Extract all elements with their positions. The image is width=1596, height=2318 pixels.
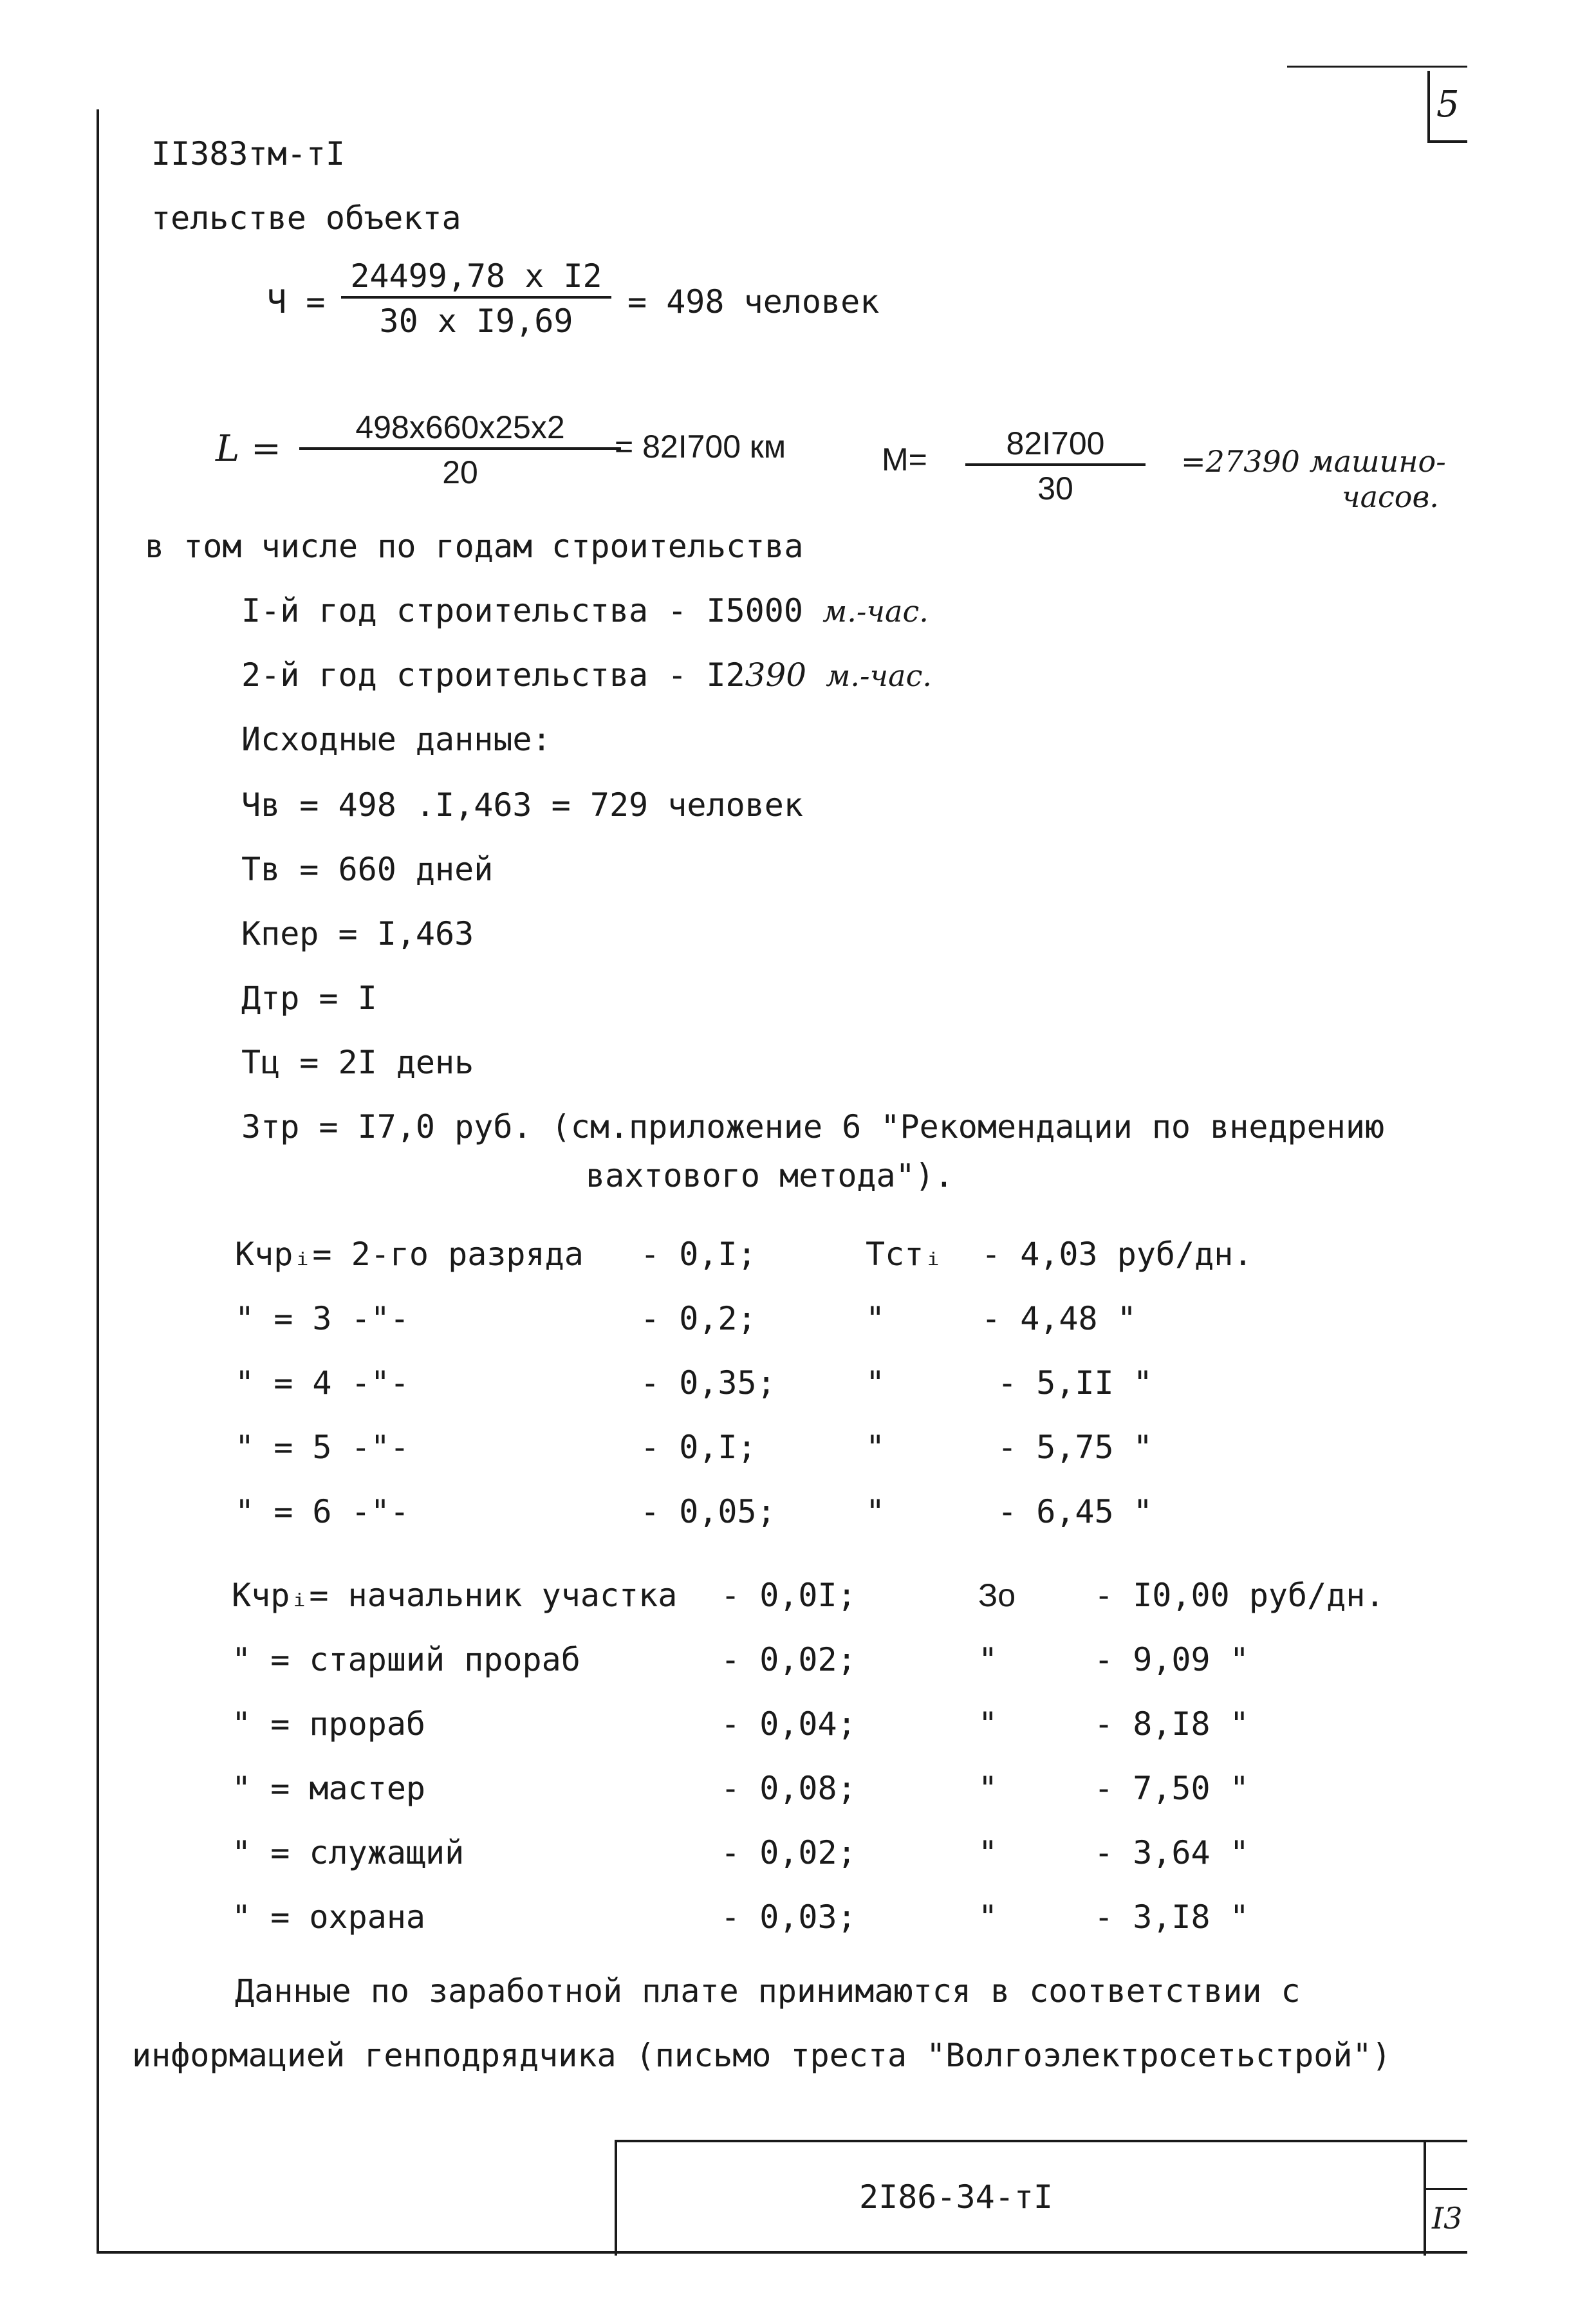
rate-label: Зо	[978, 1577, 1016, 1613]
closing-line-1: Данные по заработной плате принимаются в соответствии с	[235, 1972, 1301, 2010]
worker-category: " = 3 -"-	[235, 1300, 409, 1337]
rate-label: "	[978, 1641, 998, 1678]
formula-m-fraction	[965, 425, 1146, 507]
years-intro: в том числе по годам строительства	[145, 528, 804, 565]
rate-label: "	[866, 1493, 886, 1530]
rate-label: "	[978, 1834, 998, 1871]
title-block-sheet-rule	[1424, 2188, 1467, 2190]
staff-coefficient: - 0,0I;	[721, 1577, 857, 1614]
rate-value: - 4,03 руб/дн.	[981, 1236, 1253, 1273]
worker-coefficient: - 0,I;	[640, 1429, 757, 1466]
formula-m-bar	[965, 463, 1146, 466]
rate-label: "	[866, 1300, 886, 1337]
rate-value: - 9,09 "	[1094, 1641, 1249, 1678]
title-block-sheet-divider	[1424, 2140, 1426, 2256]
formula-l-denominator: 20	[442, 454, 478, 490]
intro-text: тельстве объекта	[151, 199, 461, 237]
staff-category: " = прораб	[232, 1705, 426, 1743]
document-number: 2I86-34-тI	[859, 2178, 1053, 2216]
year-1-text: I-й год строительства - I5000	[241, 592, 803, 629]
rate-label: "	[866, 1429, 886, 1466]
title-block-top	[615, 2140, 1467, 2142]
formula-l-rhs: = 82I700 км	[615, 429, 786, 465]
rate-label: "	[978, 1770, 998, 1807]
worker-coefficient: - 0,35;	[640, 1364, 776, 1402]
rate-value: - 7,50 "	[1094, 1770, 1249, 1807]
formula-m-numerator: 82I700	[1006, 425, 1105, 461]
formula-m-rhs-cont: часов.	[1342, 479, 1439, 514]
page-mark-box-left	[1427, 71, 1430, 142]
formula-m-lhs: М=	[882, 441, 927, 478]
rate-value: - 5,II "	[998, 1364, 1153, 1402]
rate-value: - 4,48 "	[981, 1300, 1137, 1337]
formula-l-numerator: 498х660х25х2	[355, 409, 565, 445]
formula-l-lhs: L =	[216, 428, 281, 470]
staff-category: " = старший прораб	[232, 1641, 580, 1678]
rate-value: - 5,75 "	[998, 1429, 1153, 1466]
formula-ch-lhs: Ч =	[267, 283, 326, 320]
worker-coefficient: - 0,05;	[640, 1493, 776, 1530]
closing-line-2: информацией генподрядчика (письмо треста "Волгоэлектросетьстрой")	[132, 2037, 1391, 2074]
formula-ch-denominator: 30 х I9,69	[379, 302, 573, 340]
worker-category: " = 5 -"-	[235, 1429, 409, 1466]
rate-value: - 6,45 "	[998, 1493, 1153, 1530]
rate-label: "	[978, 1898, 998, 1936]
initial-tc: Тц = 2I день	[241, 1044, 474, 1081]
staff-category: " = служащий	[232, 1834, 465, 1871]
year-2-text: 2-й год строительства - I2	[241, 656, 745, 694]
rate-value: - 3,I8 "	[1094, 1898, 1249, 1936]
worker-category: " = 6 -"-	[235, 1493, 409, 1530]
rate-label: Тстᵢ	[866, 1236, 943, 1273]
initial-ztr-cont: вахтового метода").	[586, 1157, 954, 1194]
worker-category: Кчрᵢ= 2-го разряда	[235, 1236, 584, 1273]
formula-ch-numerator: 24499,78 х I2	[350, 257, 602, 295]
rate-label: "	[866, 1364, 886, 1402]
staff-coefficient: - 0,03;	[721, 1898, 857, 1936]
title-block-left	[615, 2140, 617, 2256]
sheet-number: I3	[1432, 2201, 1463, 2236]
staff-coefficient: - 0,08;	[721, 1770, 857, 1807]
initial-tv: Тв = 660 дней	[241, 851, 494, 888]
initial-data-title: Исходные данные:	[241, 721, 552, 758]
staff-coefficient: - 0,02;	[721, 1641, 857, 1678]
rate-value: - I0,00 руб/дн.	[1094, 1577, 1385, 1614]
staff-coefficient: - 0,02;	[721, 1834, 857, 1871]
year-1	[241, 592, 929, 629]
worker-coefficient: - 0,2;	[640, 1300, 757, 1337]
worker-coefficient: - 0,I;	[640, 1236, 757, 1273]
rate-value: - 8,I8 "	[1094, 1705, 1249, 1743]
formula-ch-fraction	[341, 257, 611, 340]
year-2	[241, 656, 932, 694]
initial-dtr: Дтр = I	[241, 979, 377, 1017]
formula-l-bar	[299, 447, 621, 450]
staff-category: " = мастер	[232, 1770, 426, 1807]
formula-l-fraction	[299, 409, 621, 491]
staff-category: " = охрана	[232, 1898, 426, 1936]
worker-category: " = 4 -"-	[235, 1364, 409, 1402]
rate-label: "	[978, 1705, 998, 1743]
staff-coefficient: - 0,04;	[721, 1705, 857, 1743]
title-block-bottom	[97, 2251, 1467, 2254]
initial-chv: Чв = 498 .I,463 = 729 человек	[241, 786, 803, 824]
staff-category: Кчрᵢ= начальник участка	[232, 1577, 678, 1614]
initial-kper: Кпер = I,463	[241, 915, 474, 952]
formula-ch-bar	[341, 296, 611, 299]
rate-value: - 3,64 "	[1094, 1834, 1249, 1871]
year-2-unit: м.-час.	[826, 658, 932, 693]
initial-ztr: Зтр = I7,0 руб. (см.приложение 6 "Рекомендации по внедрению	[241, 1108, 1385, 1145]
year-1-unit: м.-час.	[822, 594, 929, 629]
formula-ch-rhs: = 498 человек	[627, 283, 880, 320]
page-mark-box-bottom	[1427, 140, 1467, 143]
formula-m-denominator: 30	[1037, 470, 1073, 506]
page-mark: 5	[1436, 84, 1460, 125]
document-code: II383тм-тI	[151, 135, 346, 172]
top-right-rule	[1287, 66, 1467, 68]
formula-m-rhs: =27390 машино-	[1181, 444, 1446, 479]
left-margin-line	[97, 109, 99, 2252]
year-2-value: 390	[745, 656, 807, 694]
